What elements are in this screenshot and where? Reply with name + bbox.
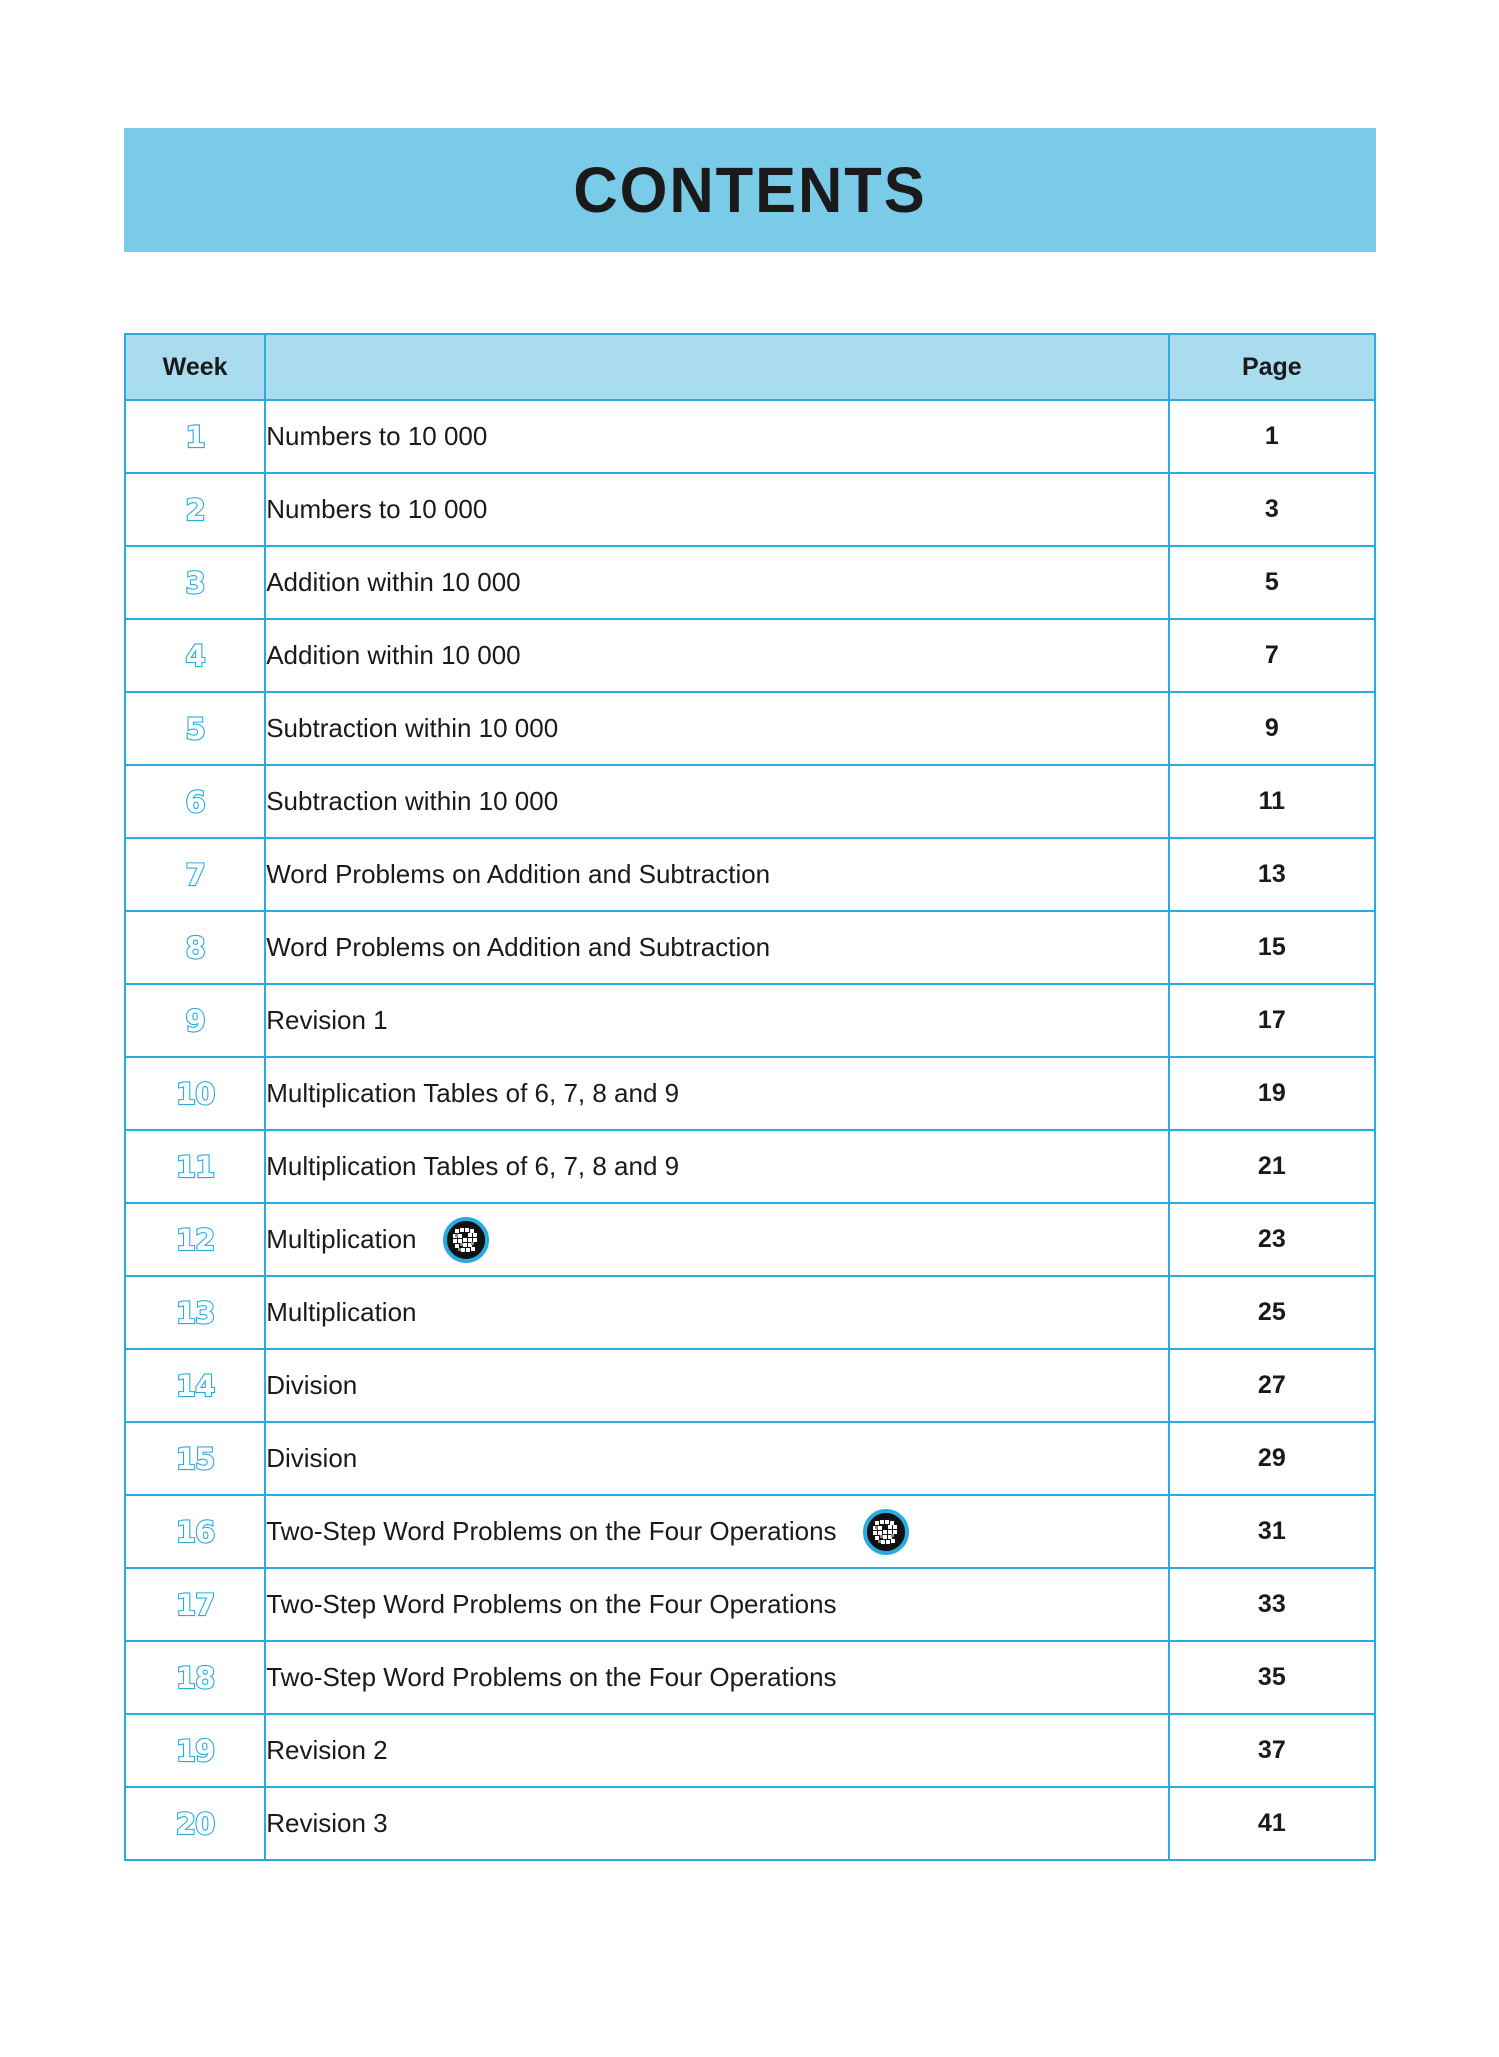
page-cell: 31	[1169, 1495, 1375, 1568]
page-cell: 25	[1169, 1276, 1375, 1349]
week-cell	[125, 1422, 265, 1495]
week-number: 3	[185, 565, 205, 600]
topic-label: Revision 3	[266, 1808, 388, 1838]
topic-cell	[265, 911, 1168, 984]
week-number: 12	[175, 1222, 215, 1257]
table-body	[125, 400, 1375, 1860]
table-row	[125, 1276, 1375, 1349]
page-cell: 9	[1169, 692, 1375, 765]
page-cell: 27	[1169, 1349, 1375, 1422]
table-row	[125, 1787, 1375, 1860]
table-row	[125, 1495, 1375, 1568]
topic-cell	[265, 1422, 1168, 1495]
topic-label: Revision 2	[266, 1735, 388, 1765]
topic-label: Multiplication Tables of 6, 7, 8 and 9	[266, 1078, 680, 1108]
contents-banner	[124, 128, 1376, 252]
topic-label: Two-Step Word Problems on the Four Operations	[266, 1516, 837, 1546]
page-title: CONTENTS	[573, 154, 927, 226]
week-number: 18	[175, 1660, 215, 1695]
week-cell	[125, 1787, 265, 1860]
table-row	[125, 1203, 1375, 1276]
topic-cell	[265, 1203, 1168, 1276]
topic-label: Subtraction within 10 000	[266, 713, 559, 743]
topic-cell	[265, 765, 1168, 838]
topic-label: Revision 1	[266, 1005, 388, 1035]
week-number: 2	[185, 492, 205, 527]
topic-cell	[265, 692, 1168, 765]
week-number: 14	[175, 1368, 215, 1403]
topic-label: Word Problems on Addition and Subtraction	[266, 859, 771, 889]
week-cell	[125, 1714, 265, 1787]
table-row	[125, 838, 1375, 911]
week-number: 6	[185, 784, 205, 819]
week-cell	[125, 1057, 265, 1130]
topic-label: Numbers to 10 000	[266, 421, 488, 451]
week-cell	[125, 1276, 265, 1349]
week-cell	[125, 1130, 265, 1203]
table-row	[125, 1349, 1375, 1422]
page-cell: 33	[1169, 1568, 1375, 1641]
column-header-page: Page	[1169, 334, 1375, 400]
week-number: 1	[185, 419, 205, 454]
qr-code-icon[interactable]	[443, 1217, 489, 1263]
page-cell: 11	[1169, 765, 1375, 838]
page-cell: 21	[1169, 1130, 1375, 1203]
topic-label: Division	[266, 1370, 358, 1400]
table-row	[125, 1130, 1375, 1203]
topic-cell	[265, 546, 1168, 619]
week-cell	[125, 1203, 265, 1276]
week-cell	[125, 400, 265, 473]
week-cell	[125, 1349, 265, 1422]
week-cell	[125, 1641, 265, 1714]
page-cell: 1	[1169, 400, 1375, 473]
table-row	[125, 1057, 1375, 1130]
page-cell: 7	[1169, 619, 1375, 692]
column-header-topic	[265, 334, 1168, 400]
topic-label: Multiplication	[266, 1297, 417, 1327]
week-number: 20	[175, 1806, 215, 1841]
week-cell	[125, 1495, 265, 1568]
topic-cell	[265, 1714, 1168, 1787]
page-cell: 5	[1169, 546, 1375, 619]
topic-cell	[265, 984, 1168, 1057]
topic-cell	[265, 1495, 1168, 1568]
topic-cell	[265, 1130, 1168, 1203]
week-cell	[125, 619, 265, 692]
topic-label: Addition within 10 000	[266, 567, 521, 597]
topic-label: Subtraction within 10 000	[266, 786, 559, 816]
topic-label: Two-Step Word Problems on the Four Operations	[266, 1662, 837, 1692]
topic-label: Multiplication Tables of 6, 7, 8 and 9	[266, 1151, 680, 1181]
table-of-contents	[124, 333, 1376, 1861]
page-cell: 3	[1169, 473, 1375, 546]
week-number: 13	[175, 1295, 215, 1330]
table-row	[125, 1422, 1375, 1495]
topic-cell	[265, 1057, 1168, 1130]
page-cell: 19	[1169, 1057, 1375, 1130]
page-cell: 29	[1169, 1422, 1375, 1495]
week-number: 11	[175, 1149, 215, 1184]
topic-label: Division	[266, 1443, 358, 1473]
topic-cell	[265, 1787, 1168, 1860]
column-header-week: Week	[125, 334, 265, 400]
week-number: 8	[185, 930, 205, 965]
week-number: 9	[185, 1003, 205, 1038]
week-number: 4	[185, 638, 205, 673]
table-row	[125, 619, 1375, 692]
topic-cell	[265, 400, 1168, 473]
table-row	[125, 1714, 1375, 1787]
table-header-row	[125, 334, 1375, 400]
topic-label: Numbers to 10 000	[266, 494, 488, 524]
table-row	[125, 911, 1375, 984]
topic-cell	[265, 619, 1168, 692]
page-cell: 17	[1169, 984, 1375, 1057]
page-cell: 13	[1169, 838, 1375, 911]
table-row	[125, 984, 1375, 1057]
table-row	[125, 473, 1375, 546]
week-number: 19	[175, 1733, 215, 1768]
page-cell: 41	[1169, 1787, 1375, 1860]
week-cell	[125, 1568, 265, 1641]
table-row	[125, 1568, 1375, 1641]
week-number: 10	[175, 1076, 215, 1111]
page-cell: 23	[1169, 1203, 1375, 1276]
table-row	[125, 1641, 1375, 1714]
week-cell	[125, 692, 265, 765]
topic-label: Multiplication	[266, 1224, 417, 1254]
page-cell: 15	[1169, 911, 1375, 984]
week-number: 15	[175, 1441, 215, 1476]
page-cell: 35	[1169, 1641, 1375, 1714]
week-number: 17	[175, 1587, 215, 1622]
week-cell	[125, 984, 265, 1057]
week-cell	[125, 473, 265, 546]
topic-label: Word Problems on Addition and Subtraction	[266, 932, 771, 962]
topic-cell	[265, 838, 1168, 911]
topic-cell	[265, 1349, 1168, 1422]
table-row	[125, 400, 1375, 473]
topic-cell	[265, 1641, 1168, 1714]
table-row	[125, 546, 1375, 619]
week-cell	[125, 838, 265, 911]
qr-code-icon[interactable]	[863, 1509, 909, 1555]
week-cell	[125, 765, 265, 838]
topic-cell	[265, 1276, 1168, 1349]
week-cell	[125, 546, 265, 619]
page-cell: 37	[1169, 1714, 1375, 1787]
topic-cell	[265, 473, 1168, 546]
table-row	[125, 692, 1375, 765]
topic-label: Two-Step Word Problems on the Four Operations	[266, 1589, 837, 1619]
topic-label: Addition within 10 000	[266, 640, 521, 670]
topic-cell	[265, 1568, 1168, 1641]
week-number: 16	[175, 1514, 215, 1549]
table-row	[125, 765, 1375, 838]
week-number: 5	[185, 711, 205, 746]
week-number: 7	[185, 857, 205, 892]
week-cell	[125, 911, 265, 984]
